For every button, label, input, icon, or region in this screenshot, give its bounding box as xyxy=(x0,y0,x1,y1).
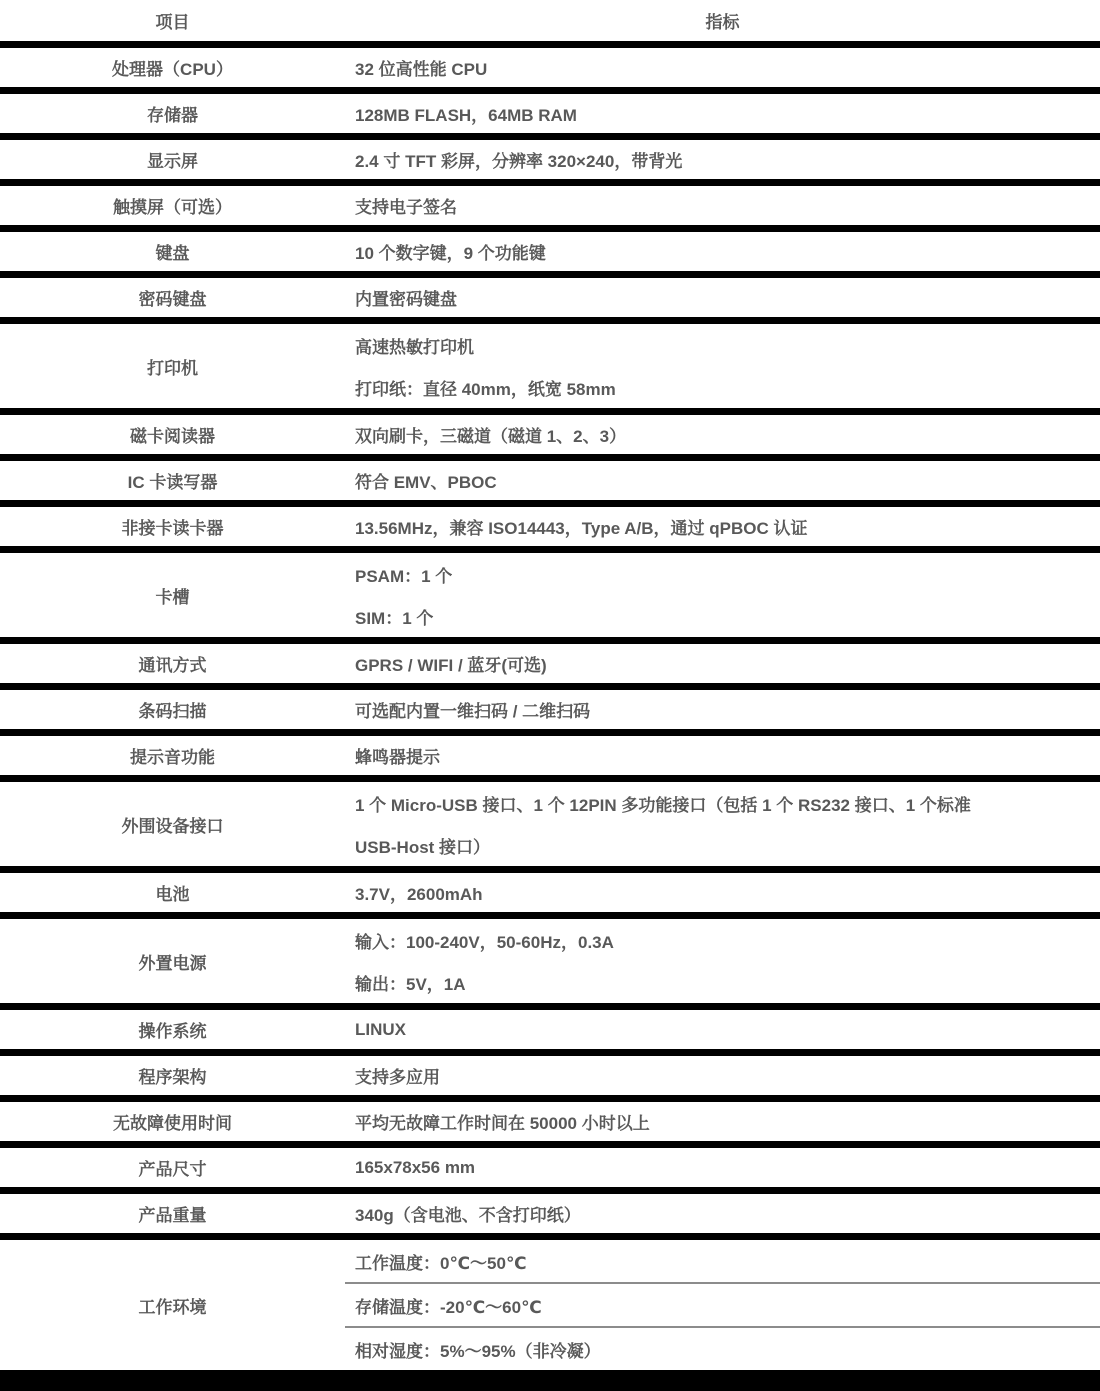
spec-line: 可选配内置一维扫码 / 二维扫码 xyxy=(355,702,591,721)
row-label: 程序架构 xyxy=(138,1068,207,1087)
row-spec xyxy=(345,782,1100,866)
spec-line: 165x78x56 mm xyxy=(355,1157,476,1177)
row-label: 卡槽 xyxy=(155,587,190,607)
spec-line: 工作温度：0℃～50℃ xyxy=(355,1253,527,1273)
row-label: 电池 xyxy=(155,885,190,904)
row-label: 触摸屏（可选） xyxy=(113,198,232,217)
row-spec xyxy=(345,690,1100,729)
row-spec xyxy=(345,461,1100,500)
row-label: 工作环境 xyxy=(138,1297,207,1317)
row-separator-bar xyxy=(0,1095,1100,1102)
spec-line: 13.56MHz，兼容 ISO14443，Type A/B，通过 qPBOC 认证 xyxy=(355,519,808,538)
table-row xyxy=(0,48,1100,87)
row-label: 无故障使用时间 xyxy=(113,1114,232,1133)
table-row xyxy=(0,324,1100,408)
row-label: 键盘 xyxy=(155,244,190,263)
table-header xyxy=(0,0,1100,41)
row-spec xyxy=(345,48,1100,87)
spec-line: 高速热敏打印机 xyxy=(355,337,474,357)
row-separator-bar xyxy=(0,133,1100,140)
row-label: 产品重量 xyxy=(138,1206,207,1225)
spec-line: GPRS / WIFI / 蓝牙(可选) xyxy=(355,656,547,675)
row-spec xyxy=(345,873,1100,912)
row-label: 外置电源 xyxy=(138,953,207,973)
spec-line: 符合 EMV、PBOC xyxy=(355,473,497,492)
row-separator-bar xyxy=(0,317,1100,324)
row-spec xyxy=(345,919,1100,1003)
row-separator-bar xyxy=(0,1233,1100,1240)
spec-line: 128MB FLASH，64MB RAM xyxy=(355,106,577,125)
row-label: 存储器 xyxy=(147,106,198,125)
row-spec xyxy=(345,507,1100,546)
table-row xyxy=(0,415,1100,454)
table-row xyxy=(0,1148,1100,1187)
spec-line: 蜂鸣器提示 xyxy=(355,748,440,767)
spec-line: LINUX xyxy=(355,1019,406,1039)
row-label: 打印机 xyxy=(147,358,198,378)
table-row xyxy=(0,919,1100,1003)
table-row xyxy=(0,140,1100,179)
row-separator-bar xyxy=(0,454,1100,461)
spec-line: 32 位高性能 CPU xyxy=(355,60,488,79)
header-item-column: 项目 xyxy=(155,13,190,32)
table-bottom-bar xyxy=(0,1370,1100,1391)
row-separator-bar xyxy=(0,729,1100,736)
row-label: 磁卡阅读器 xyxy=(130,427,215,446)
row-label: 显示屏 xyxy=(147,152,198,171)
row-spec xyxy=(345,553,1100,637)
table-row xyxy=(0,278,1100,317)
table-row xyxy=(0,690,1100,729)
table-row xyxy=(0,1010,1100,1049)
row-spec xyxy=(345,1194,1100,1233)
row-spec xyxy=(345,1102,1100,1141)
table-row xyxy=(0,644,1100,683)
row-separator-bar xyxy=(0,1003,1100,1010)
spec-line: 双向刷卡，三磁道（磁道 1、2、3） xyxy=(355,427,627,446)
table-row xyxy=(0,232,1100,271)
table-row xyxy=(0,507,1100,546)
table-row xyxy=(0,1194,1100,1233)
spec-line: SIM：1 个 xyxy=(355,608,434,628)
row-separator-bar xyxy=(0,546,1100,553)
spec-line: 相对湿度：5%～95%（非冷凝） xyxy=(355,1341,601,1361)
spec-line: 平均无故障工作时间在 50000 小时以上 xyxy=(355,1114,650,1133)
header-separator-bar xyxy=(0,41,1100,48)
row-separator-bar xyxy=(0,87,1100,94)
row-label: 操作系统 xyxy=(138,1022,207,1041)
row-label: 非接卡读卡器 xyxy=(121,519,224,538)
row-separator-bar xyxy=(0,500,1100,507)
table-row xyxy=(0,873,1100,912)
spec-line: 输出：5V，1A xyxy=(355,974,466,994)
row-separator-bar xyxy=(0,271,1100,278)
table-row xyxy=(0,553,1100,637)
spec-line: 1 个 Micro-USB 接口、1 个 12PIN 多功能接口（包括 1 个 RS232 接口、1 个标准 xyxy=(355,795,971,815)
table-row xyxy=(0,94,1100,133)
row-spec xyxy=(345,415,1100,454)
row-spec xyxy=(345,232,1100,271)
row-separator-bar xyxy=(0,775,1100,782)
table-row xyxy=(0,461,1100,500)
row-label: 处理器（CPU） xyxy=(112,60,233,79)
row-label: IC 卡读写器 xyxy=(127,473,218,492)
row-spec xyxy=(345,186,1100,225)
row-label: 通讯方式 xyxy=(138,656,207,675)
row-separator-bar xyxy=(0,1141,1100,1148)
spec-line: 10 个数字键，9 个功能键 xyxy=(355,244,546,263)
row-spec xyxy=(345,1240,1100,1370)
table-row xyxy=(0,782,1100,866)
row-spec xyxy=(345,736,1100,775)
spec-line: 打印纸：直径 40mm，纸宽 58mm xyxy=(355,379,616,399)
spec-line: PSAM：1 个 xyxy=(355,566,453,586)
row-separator-bar xyxy=(0,179,1100,186)
table-row xyxy=(0,736,1100,775)
header-spec-column: 指标 xyxy=(705,13,740,32)
row-separator-bar xyxy=(0,683,1100,690)
row-separator-bar xyxy=(0,637,1100,644)
row-spec xyxy=(345,94,1100,133)
table-row xyxy=(0,1102,1100,1141)
row-spec xyxy=(345,1148,1100,1187)
spec-line: 340g（含电池、不含打印纸） xyxy=(355,1206,581,1225)
row-spec xyxy=(345,1056,1100,1095)
row-separator-bar xyxy=(0,912,1100,919)
spec-line: 支持电子签名 xyxy=(355,198,457,217)
row-spec xyxy=(345,140,1100,179)
spec-line: USB-Host 接口） xyxy=(355,837,491,857)
row-label: 条码扫描 xyxy=(138,702,207,721)
row-label: 密码键盘 xyxy=(138,290,207,309)
spec-line: 2.4 寸 TFT 彩屏，分辨率 320×240，带背光 xyxy=(355,152,683,171)
row-label: 提示音功能 xyxy=(130,748,215,767)
row-separator-bar xyxy=(0,408,1100,415)
row-separator-bar xyxy=(0,1049,1100,1056)
row-label: 产品尺寸 xyxy=(138,1160,207,1179)
row-label: 外围设备接口 xyxy=(121,816,224,836)
row-spec xyxy=(345,278,1100,317)
spec-line: 存储温度：-20℃～60℃ xyxy=(355,1297,542,1317)
table-row xyxy=(0,186,1100,225)
spec-line: 内置密码键盘 xyxy=(355,290,457,309)
table-row xyxy=(0,1240,1100,1370)
row-spec xyxy=(345,1010,1100,1049)
row-spec xyxy=(345,644,1100,683)
spec-line: 3.7V，2600mAh xyxy=(355,885,483,904)
table-row xyxy=(0,1056,1100,1095)
row-spec xyxy=(345,324,1100,408)
spec-line: 输入：100-240V，50-60Hz，0.3A xyxy=(355,932,614,952)
row-separator-bar xyxy=(0,225,1100,232)
spec-line: 支持多应用 xyxy=(355,1068,440,1087)
row-separator-bar xyxy=(0,1187,1100,1194)
row-separator-bar xyxy=(0,866,1100,873)
